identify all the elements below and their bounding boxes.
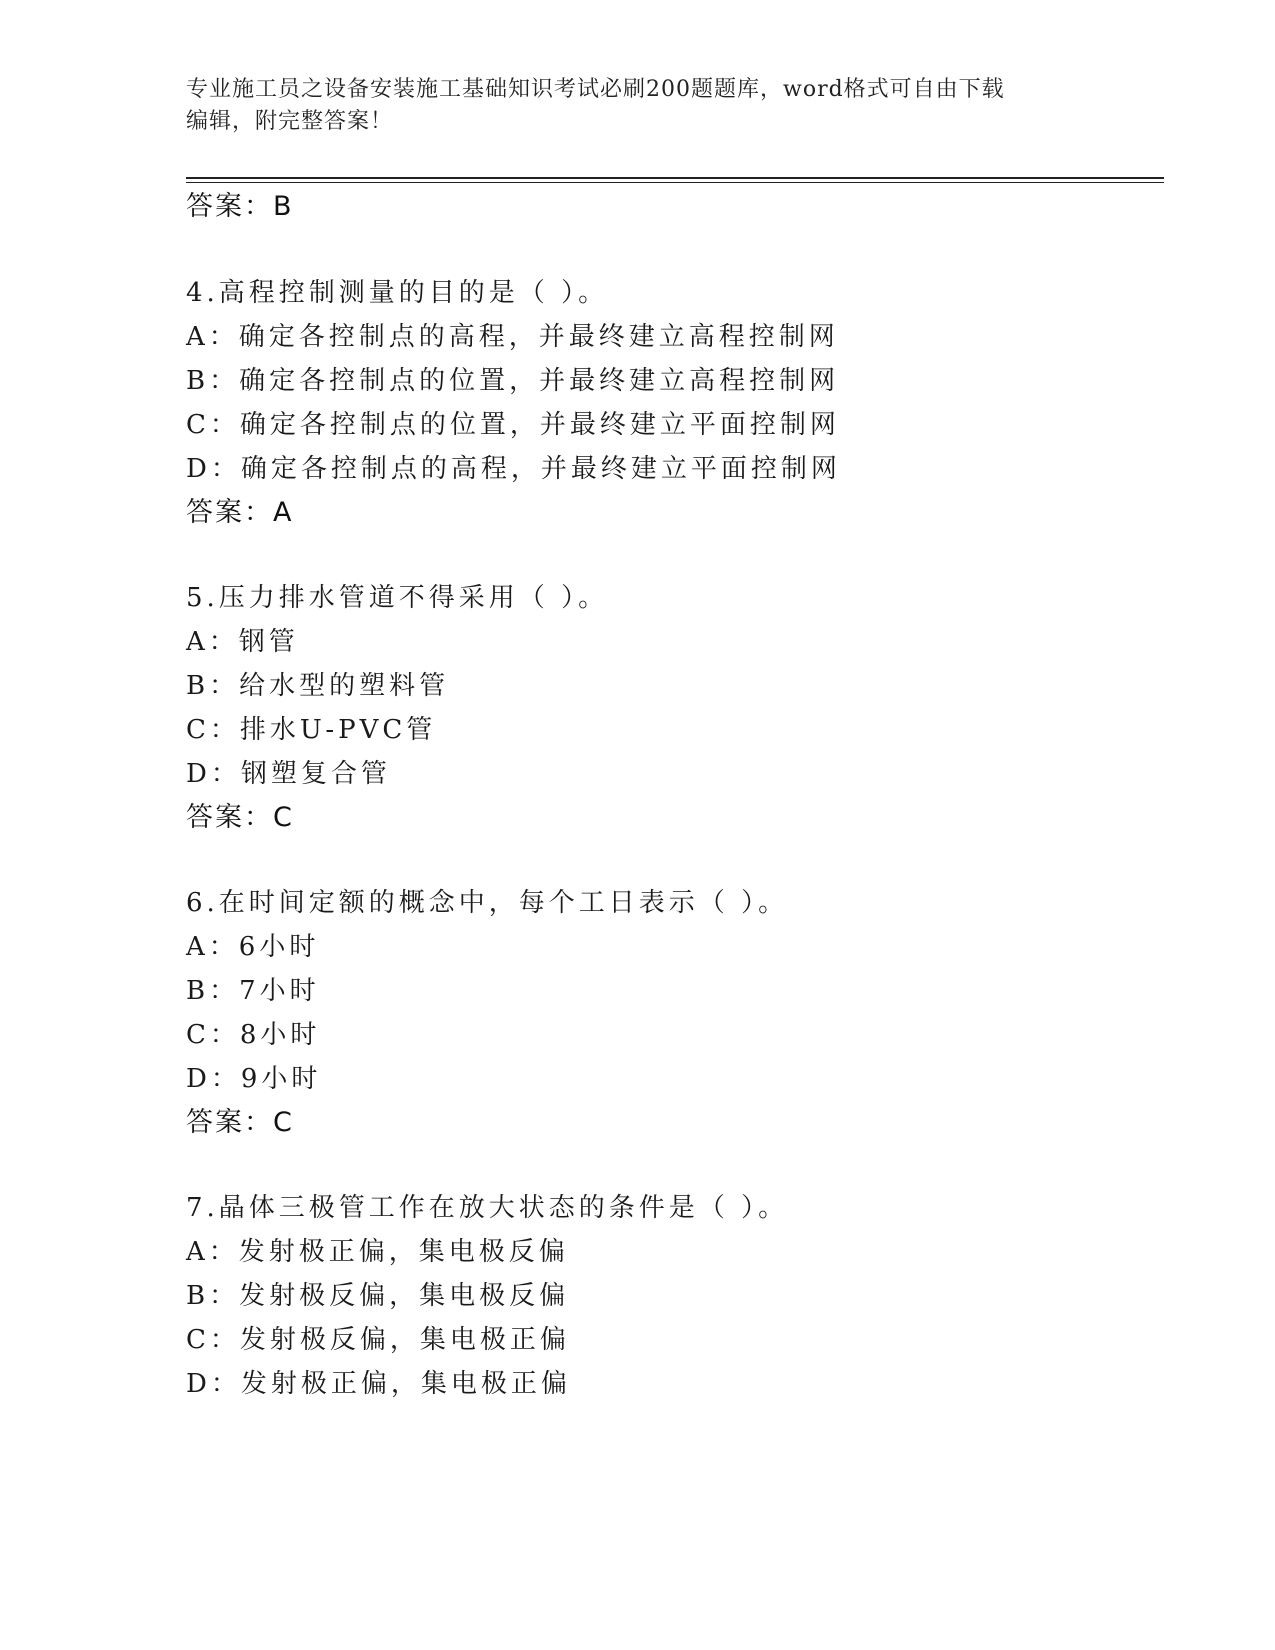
answer-q5: 答案：C [186, 802, 294, 833]
document-header [186, 74, 1086, 138]
answer-q6: 答案：C [186, 1107, 294, 1138]
option-q6-a: A：6小时 [186, 932, 320, 962]
option-q6-b: B：7小时 [186, 976, 320, 1006]
option-q5-b: B：给水型的塑料管 [186, 671, 450, 701]
question-stem-q6: 6.在时间定额的概念中，每个工日表示（ ）。 [186, 888, 789, 918]
answer-q4: 答案：A [186, 497, 294, 528]
option-q7-a: A：发射极正偏，集电极反偏 [186, 1237, 569, 1267]
header-line-1: 专业施工员之设备安装施工基础知识考试必刷200题题库，word格式可自由下载 [186, 77, 1005, 102]
header-line-2: 编辑，附完整答案！ [186, 109, 394, 134]
option-q5-c: C：排水U-PVC管 [186, 715, 437, 745]
option-q7-d: D：发射极正偏，集电极正偏 [186, 1369, 571, 1399]
option-q4-d: D：确定各控制点的高程，并最终建立平面控制网 [186, 454, 841, 484]
option-q5-a: A：钢管 [186, 627, 299, 657]
option-q7-c: C：发射极反偏，集电极正偏 [186, 1325, 570, 1355]
option-q4-a: A：确定各控制点的高程，并最终建立高程控制网 [186, 322, 839, 352]
option-q6-d: D：9小时 [186, 1064, 322, 1094]
answer-q3: 答案：B [186, 191, 294, 222]
header-divider-thick [186, 177, 1164, 179]
option-q7-b: B：发射极反偏，集电极反偏 [186, 1281, 570, 1311]
header-divider-thin [186, 182, 1164, 183]
question-stem-q7: 7.晶体三极管工作在放大状态的条件是（ ）。 [186, 1193, 789, 1223]
question-stem-q4: 4.高程控制测量的目的是（ ）。 [186, 278, 609, 308]
option-q4-b: B：确定各控制点的位置，并最终建立高程控制网 [186, 366, 840, 396]
option-q5-d: D：钢塑复合管 [186, 759, 391, 789]
question-stem-q5: 5.压力排水管道不得采用（ ）。 [186, 583, 609, 613]
option-q4-c: C：确定各控制点的位置，并最终建立平面控制网 [186, 410, 840, 440]
option-q6-c: C：8小时 [186, 1020, 321, 1050]
